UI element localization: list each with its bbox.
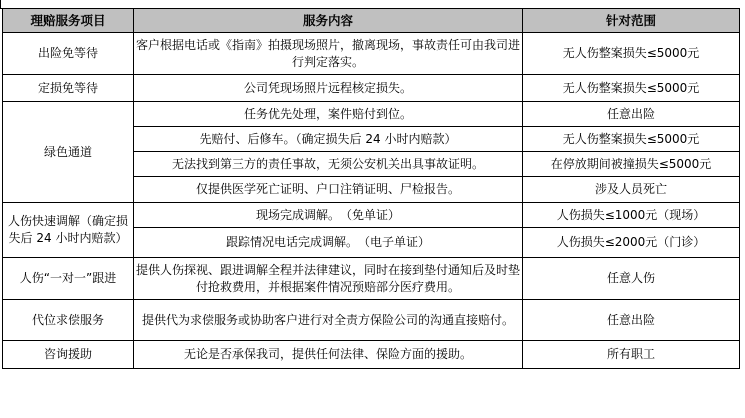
service-content-cell: 现场完成调解。 （免单证） — [134, 203, 523, 228]
header-scope: 针对范围 — [523, 9, 740, 33]
claims-service-table — [2, 8, 740, 369]
header-service-content: 服务内容 — [134, 9, 523, 33]
service-item-cell: 代位求偿服务 — [3, 300, 134, 341]
service-item-cell: 人伤“一对一”跟进 — [3, 258, 134, 300]
table-header-row — [3, 9, 740, 33]
table-row — [3, 203, 740, 228]
scope-cell: 所有职工 — [523, 341, 740, 369]
service-item-cell: 出险免等待 — [3, 33, 134, 75]
service-content-cell: 无论是否承保我司，提供任何法律、保险方面的援助。 — [134, 341, 523, 369]
scope-cell: 任意出险 — [523, 102, 740, 127]
scope-cell: 在停放期间被撞损失≤5000元 — [523, 152, 740, 177]
scope-cell: 人伤损失≤1000元（现场） — [523, 203, 740, 228]
service-content-cell: 任务优先处理，案件赔付到位。 — [134, 102, 523, 127]
service-item-cell: 绿色通道 — [3, 102, 134, 203]
service-content-cell: 无法找到第三方的责任事故，无须公安机关出具事故证明。 — [134, 152, 523, 177]
service-content-cell: 提供人伤探视、跟进调解全程并法律建议，同时在接到垫付通知后及时垫付抢救费用，并根据案件情况预赔部分医疗费用。 — [134, 258, 523, 300]
header-service-item: 理赔服务项目 — [3, 9, 134, 33]
table-row — [3, 33, 740, 75]
service-item-cell: 咨询援助 — [3, 341, 134, 369]
scope-cell: 无人伤整案损失≤5000元 — [523, 127, 740, 152]
scope-cell: 涉及人员死亡 — [523, 177, 740, 203]
service-content-cell: 客户根据电话或《指南》拍摄现场照片，撤离现场，事故责任可由我司进行判定落实。 — [134, 33, 523, 75]
scope-cell: 无人伤整案损失≤5000元 — [523, 75, 740, 102]
table-row — [3, 75, 740, 102]
table-row — [3, 258, 740, 300]
table-row — [3, 341, 740, 369]
service-content-cell: 跟踪情况电话完成调解。 （电子单证） — [134, 228, 523, 258]
service-item-cell: 定损免等待 — [3, 75, 134, 102]
service-content-cell: 仅提供医学死亡证明、户口注销证明、尸检报告。 — [134, 177, 523, 203]
scope-cell: 人伤损失≤2000元（门诊） — [523, 228, 740, 258]
table-row — [3, 300, 740, 341]
scope-cell: 任意出险 — [523, 300, 740, 341]
service-item-cell: 人伤快速调解（确定损失后 24 小时内赔款） — [3, 203, 134, 258]
table-row — [3, 102, 740, 127]
service-content-cell: 提供代为求偿服务或协助客户进行对全责方保险公司的沟通直接赔付。 — [134, 300, 523, 341]
service-content-cell: 公司凭现场照片远程核定损失。 — [134, 75, 523, 102]
scope-cell: 任意人伤 — [523, 258, 740, 300]
service-content-cell: 先赔付、后修车。（确定损失后 24 小时内赔款） — [134, 127, 523, 152]
scope-cell: 无人伤整案损失≤5000元 — [523, 33, 740, 75]
